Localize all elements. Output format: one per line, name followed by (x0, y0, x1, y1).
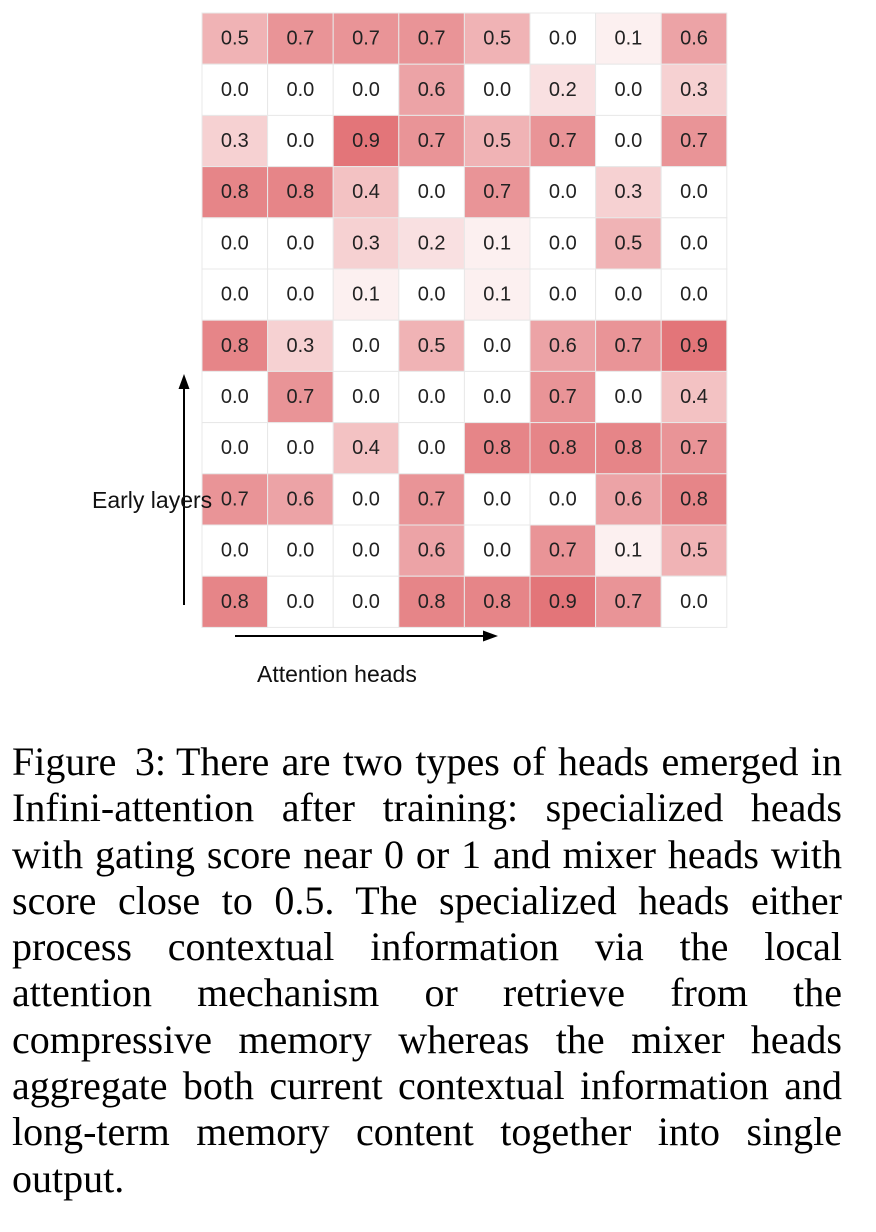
heatmap-cell-value: 0.7 (680, 130, 708, 152)
heatmap-cell-value: 0.5 (483, 27, 512, 50)
heatmap-cell-value: 0.3 (352, 232, 380, 255)
heatmap-cell-value: 0.6 (417, 539, 446, 562)
heatmap-cell-value: 0.7 (286, 386, 315, 408)
heatmap-cell-value: 0.6 (680, 27, 708, 50)
heatmap-cell-value: 0.0 (220, 232, 249, 255)
heatmap-cell-value: 0.6 (417, 78, 446, 101)
heatmap-cell-value: 0.5 (220, 27, 249, 50)
heatmap-cell-value: 0.0 (352, 78, 380, 101)
heatmap-cell-value: 0.6 (614, 488, 643, 511)
caption-label: Figure 3: (12, 739, 166, 784)
heatmap-cell-value: 0.7 (614, 334, 643, 357)
heatmap-cell-value: 0.3 (220, 130, 249, 152)
heatmap-cell-value: 0.0 (483, 488, 512, 511)
heatmap-cell-value: 0.2 (548, 78, 577, 101)
heatmap-cell-value: 0.0 (548, 181, 577, 204)
heatmap-cell-value: 0.4 (680, 386, 708, 408)
heatmap-cell-value: 0.8 (483, 437, 512, 460)
heatmap-cell-value: 0.8 (680, 488, 708, 511)
heatmap-cell-value: 0.8 (220, 181, 249, 204)
heatmap-cell-value: 0.8 (614, 437, 643, 460)
heatmap-cell-value: 0.0 (352, 488, 380, 511)
heatmap-cell-value: 0.5 (680, 539, 708, 562)
heatmap-cell-value: 0.1 (614, 539, 643, 562)
heatmap-cell-value: 0.0 (548, 27, 577, 50)
heatmap-cell-value: 0.9 (548, 590, 577, 613)
heatmap-cell-value: 0.7 (548, 130, 577, 152)
heatmap-cell-value: 0.0 (352, 590, 380, 613)
heatmap-cell-value: 0.3 (680, 78, 708, 101)
heatmap-cell-value: 0.0 (548, 232, 577, 255)
heatmap-cell-value: 0.1 (614, 27, 643, 50)
heatmap-cell-value: 0.7 (548, 539, 577, 562)
heatmap-cell-value: 0.0 (220, 283, 249, 306)
heatmap-cell-value: 0.0 (417, 386, 446, 408)
heatmap-cell-value: 0.8 (220, 334, 249, 357)
heatmap-cells (202, 13, 727, 627)
heatmap-cell-value: 0.3 (614, 181, 643, 204)
heatmap-cell-value: 0.0 (220, 539, 249, 562)
heatmap-cell-value: 0.4 (352, 181, 380, 204)
heatmap-cell-value: 0.6 (548, 334, 577, 357)
heatmap-cell-value: 0.0 (417, 437, 446, 460)
heatmap-cell-value: 0.0 (680, 283, 708, 306)
heatmap-cell-value: 0.9 (680, 334, 708, 357)
heatmap-cell-value: 0.7 (417, 488, 446, 511)
heatmap-cell-value: 0.0 (614, 283, 643, 306)
heatmap-cell-value: 0.0 (286, 539, 315, 562)
heatmap-cell-value: 0.3 (286, 334, 315, 357)
heatmap-cell-value: 0.0 (680, 232, 708, 255)
heatmap-cell-value: 0.0 (417, 283, 446, 306)
heatmap-cell-value: 0.9 (352, 130, 380, 152)
heatmap-cell-value: 0.7 (417, 130, 446, 152)
heatmap-cell-value: 0.7 (286, 27, 315, 50)
heatmap-cell-value: 0.2 (417, 232, 446, 255)
heatmap-cell-value: 0.0 (286, 78, 315, 101)
heatmap-cell-value: 0.0 (286, 437, 315, 460)
heatmap-cell-value: 0.7 (417, 27, 446, 50)
heatmap-cell-value: 0.8 (417, 590, 446, 613)
heatmap-cell-value: 0.0 (614, 386, 643, 408)
heatmap-cell-value: 0.0 (548, 283, 577, 306)
heatmap-cell-value: 0.6 (286, 488, 315, 511)
heatmap-cell-value: 0.0 (614, 130, 643, 152)
caption-text: There are two types of heads emerged in Infini-attention after training: specialized heads with gating score near 0 or 1 and mixer heads with score close to 0.5. The specialized heads either process contextual information via the local attention mechanism or retrieve from the compressive memory whereas the mixer heads aggregate both current contextual information and long-term memory content together into single output. (12, 739, 842, 1201)
y-axis-arrowhead (179, 374, 190, 389)
heatmap-cell-value: 0.0 (417, 181, 446, 204)
heatmap-cell-value: 0.0 (220, 437, 249, 460)
y-axis-label: Early layers (92, 487, 213, 513)
heatmap-cell-value: 0.0 (352, 539, 380, 562)
heatmap-cell-value: 0.7 (548, 386, 577, 408)
heatmap-cell-value: 0.0 (680, 181, 708, 204)
heatmap-cell-value: 0.5 (483, 130, 512, 152)
x-axis-arrowhead (483, 631, 498, 642)
heatmap-cell-value: 0.8 (286, 181, 315, 204)
heatmap-cell-value: 0.7 (220, 488, 249, 511)
heatmap-cell-value: 0.1 (483, 283, 512, 306)
heatmap-cell-value: 0.1 (352, 283, 380, 306)
heatmap-cell-value: 0.5 (614, 232, 643, 255)
heatmap-cell-value: 0.0 (352, 334, 380, 357)
heatmap-cell-value: 0.5 (417, 334, 446, 357)
heatmap-cell-value: 0.1 (483, 232, 512, 255)
heatmap-cell-value: 0.7 (352, 27, 380, 50)
heatmap-cell-value: 0.8 (548, 437, 577, 460)
heatmap-cell-value: 0.8 (220, 590, 249, 613)
heatmap-cell-value: 0.0 (286, 130, 315, 152)
heatmap-cell-value: 0.0 (220, 78, 249, 101)
heatmap-cell-value: 0.0 (286, 283, 315, 306)
heatmap-cell-value: 0.0 (483, 539, 512, 562)
heatmap-cell-value: 0.0 (286, 232, 315, 255)
heatmap-cell-value: 0.7 (483, 181, 512, 204)
heatmap-cell-value: 0.0 (483, 78, 512, 101)
heatmap-cell-value: 0.0 (614, 78, 643, 101)
heatmap-cell-value: 0.0 (352, 386, 380, 408)
x-axis-label: Attention heads (257, 661, 417, 687)
heatmap-cell-value: 0.7 (680, 437, 708, 460)
heatmap-cell-value: 0.0 (548, 488, 577, 511)
heatmap-cell-value: 0.0 (286, 590, 315, 613)
heatmap-cell-value: 0.8 (483, 590, 512, 613)
heatmap-cell-value: 0.7 (614, 590, 643, 613)
heatmap-cell-value: 0.0 (220, 386, 249, 408)
heatmap-cell-value: 0.0 (483, 334, 512, 357)
figure-caption (12, 739, 842, 1202)
heatmap-cell-value: 0.0 (680, 590, 708, 613)
heatmap-cell-value: 0.0 (483, 386, 512, 408)
heatmap-cell-value: 0.4 (352, 437, 380, 460)
